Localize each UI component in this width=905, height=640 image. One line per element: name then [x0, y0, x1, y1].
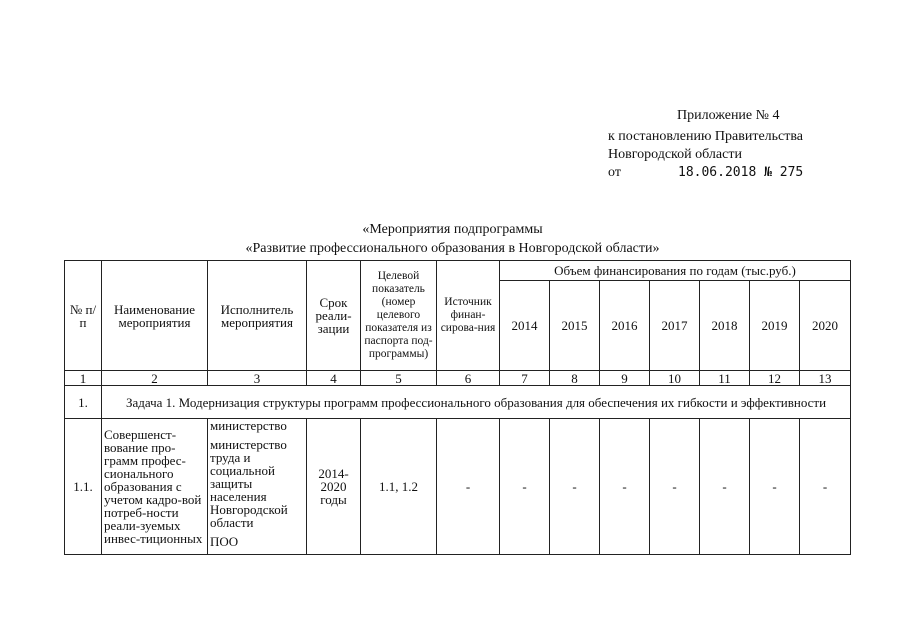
header-year: 2015	[550, 281, 600, 371]
header-source: Источник финан-сирова-ния	[437, 261, 500, 371]
item-executors	[208, 419, 307, 555]
measures-table	[64, 260, 851, 555]
item-source: -	[437, 419, 500, 555]
header-year: 2016	[600, 281, 650, 371]
item-num: 1.1.	[65, 419, 102, 555]
col-number: 9	[600, 371, 650, 386]
task-row	[65, 386, 851, 419]
header-indicator: Целевой показатель (номер целевого показателя из паспорта под-программы)	[361, 261, 437, 371]
header-year: 2017	[650, 281, 700, 371]
col-number: 13	[800, 371, 851, 386]
col-number: 5	[361, 371, 437, 386]
item-value: -	[700, 419, 750, 555]
item-indicator: 1.1, 1.2	[361, 419, 437, 555]
item-value: -	[650, 419, 700, 555]
item-value: -	[600, 419, 650, 555]
doc-title-line1: «Мероприятия подпрограммы	[362, 222, 543, 237]
item-value: -	[500, 419, 550, 555]
header-num: № п/п	[65, 261, 102, 371]
header-year: 2020	[800, 281, 851, 371]
executor-3: ПОО	[210, 534, 239, 549]
date-prefix: от	[608, 165, 621, 180]
executor-1: министерство	[210, 418, 287, 433]
item-name: Совершенст-вование про-грамм профес-сионального образования с учетом кадро-вой потреб-ности реали-зуемых инвес-тиционных	[102, 419, 208, 555]
resolution-region: Новгородской области	[608, 147, 742, 162]
header-executor: Исполнитель мероприятия	[208, 261, 307, 371]
header-year: 2018	[700, 281, 750, 371]
col-number: 1	[65, 371, 102, 386]
executor-2: министерство труда и социальной защиты населения Новгородской области	[210, 437, 288, 530]
col-number: 10	[650, 371, 700, 386]
header-name: Наименование мероприятия	[102, 261, 208, 371]
col-number: 3	[208, 371, 307, 386]
task-text: Задача 1. Модернизация структуры программ профессионального образования для обеспечения их гибкости и эффективности	[102, 386, 851, 419]
resolution-block	[608, 128, 803, 182]
column-number-row	[65, 371, 851, 386]
col-number: 4	[307, 371, 361, 386]
item-value: -	[750, 419, 800, 555]
header-year: 2019	[750, 281, 800, 371]
col-number: 8	[550, 371, 600, 386]
col-number: 11	[700, 371, 750, 386]
table-row	[65, 419, 851, 555]
header-funding: Объем финансирования по годам (тыс.руб.)	[500, 261, 851, 281]
item-value: -	[550, 419, 600, 555]
col-number: 2	[102, 371, 208, 386]
col-number: 6	[437, 371, 500, 386]
item-value: -	[800, 419, 851, 555]
doc-title-line2: «Развитие профессионального образования в Новгородской области»	[245, 241, 660, 256]
date-number: 18.06.2018 № 275	[678, 165, 804, 180]
resolution-to: к постановлению Правительства	[608, 129, 804, 144]
task-num: 1.	[65, 386, 102, 419]
item-term: 2014-2020 годы	[307, 419, 361, 555]
appendix-label: Приложение № 4	[677, 108, 780, 123]
col-number: 7	[500, 371, 550, 386]
col-number: 12	[750, 371, 800, 386]
header-term: Срок реали-зации	[307, 261, 361, 371]
header-year: 2014	[500, 281, 550, 371]
resolution-date-line	[608, 164, 803, 182]
